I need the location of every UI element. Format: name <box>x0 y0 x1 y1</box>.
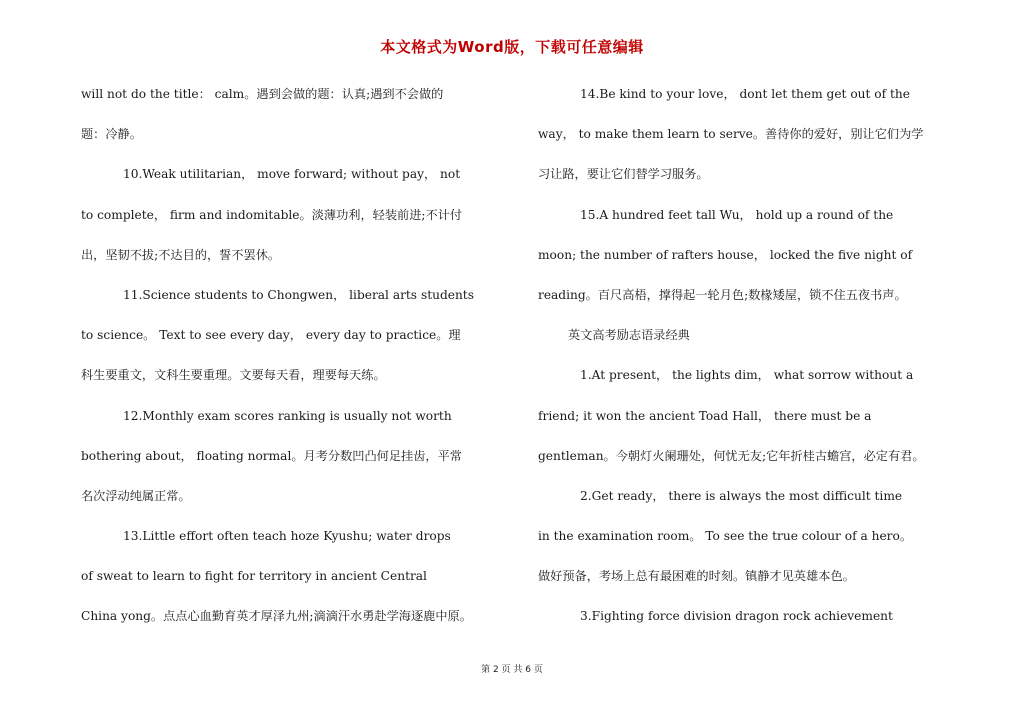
text-line: to complete， firm and indomitable。淡薄功利，轻装前进;不计付 <box>81 207 463 222</box>
text-line: 出，坚韧不拔;不达目的，誓不罢休。 <box>81 247 281 262</box>
text-line: 10.Weak utilitarian， move forward; without pay， not <box>123 167 461 182</box>
text-line: bothering about， floating normal。月考分数凹凸何足挂齿，平常 <box>81 448 462 463</box>
text-line: 做好预备，考场上总有最困难的时刻。镇静才见英雄本色。 <box>538 569 855 584</box>
left-text-column <box>81 74 513 637</box>
text-line: moon; the number of rafters house， locked the five night of <box>538 247 913 262</box>
text-line: 习让路，要让它们替学习服务。 <box>538 167 709 182</box>
text-line: 题：冷静。 <box>81 127 142 142</box>
text-line: 11.Science students to Chongwen， liberal arts students <box>123 287 474 302</box>
text-line: to science。 Text to see every day， every day to practice。理 <box>81 328 461 343</box>
text-line: in the examination room。 To see the true colour of a hero。 <box>538 529 913 544</box>
text-line: 12.Monthly exam scores ranking is usually not worth <box>123 408 452 423</box>
text-line: 2.Get ready， there is always the most difficult time <box>580 488 903 503</box>
text-line: 科生要重文，文科生要重理。文要每天看，理要每天练。 <box>81 368 386 383</box>
text-line: way， to make them learn to serve。善待你的爱好，别让它们为学 <box>538 127 924 142</box>
page-header-title: 本文格式为Word版，下载可任意编辑 <box>380 38 644 56</box>
text-line: reading。百尺高梧，撑得起一轮月色;数椽矮屋，锁不住五夜书声。 <box>538 287 907 302</box>
text-line: 15.A hundred feet tall Wu， hold up a round of the <box>580 207 894 222</box>
text-line: 13.Little effort often teach hoze Kyushu; water drops <box>123 529 451 544</box>
right-text-column <box>538 74 968 637</box>
text-line: 名次浮动纯属正常。 <box>81 488 191 503</box>
section-heading: 英文高考励志语录经典 <box>568 328 690 343</box>
text-line: 1.At present， the lights dim， what sorrow without a <box>580 368 914 383</box>
page-number-footer: 第 2 页 共 6 页 <box>481 665 543 675</box>
text-line: 3.Fighting force division dragon rock achievement <box>580 609 893 624</box>
text-line: gentleman。今朝灯火阑珊处，何忧无友;它年折桂古蟾宫，必定有君。 <box>538 448 925 463</box>
text-line: 14.Be kind to your love， dont let them get out of the <box>580 87 910 101</box>
text-line: will not do the title： calm。遇到会做的题：认真;遇到不会做的 <box>81 87 444 101</box>
text-line: friend; it won the ancient Toad Hall， there must be a <box>538 408 872 423</box>
text-line: of sweat to learn to fight for territory in ancient Central <box>81 569 427 584</box>
text-line: China yong。点点心血勤育英才厚泽九州;滴滴汗水勇赴学海逐鹿中原。 <box>81 609 472 624</box>
